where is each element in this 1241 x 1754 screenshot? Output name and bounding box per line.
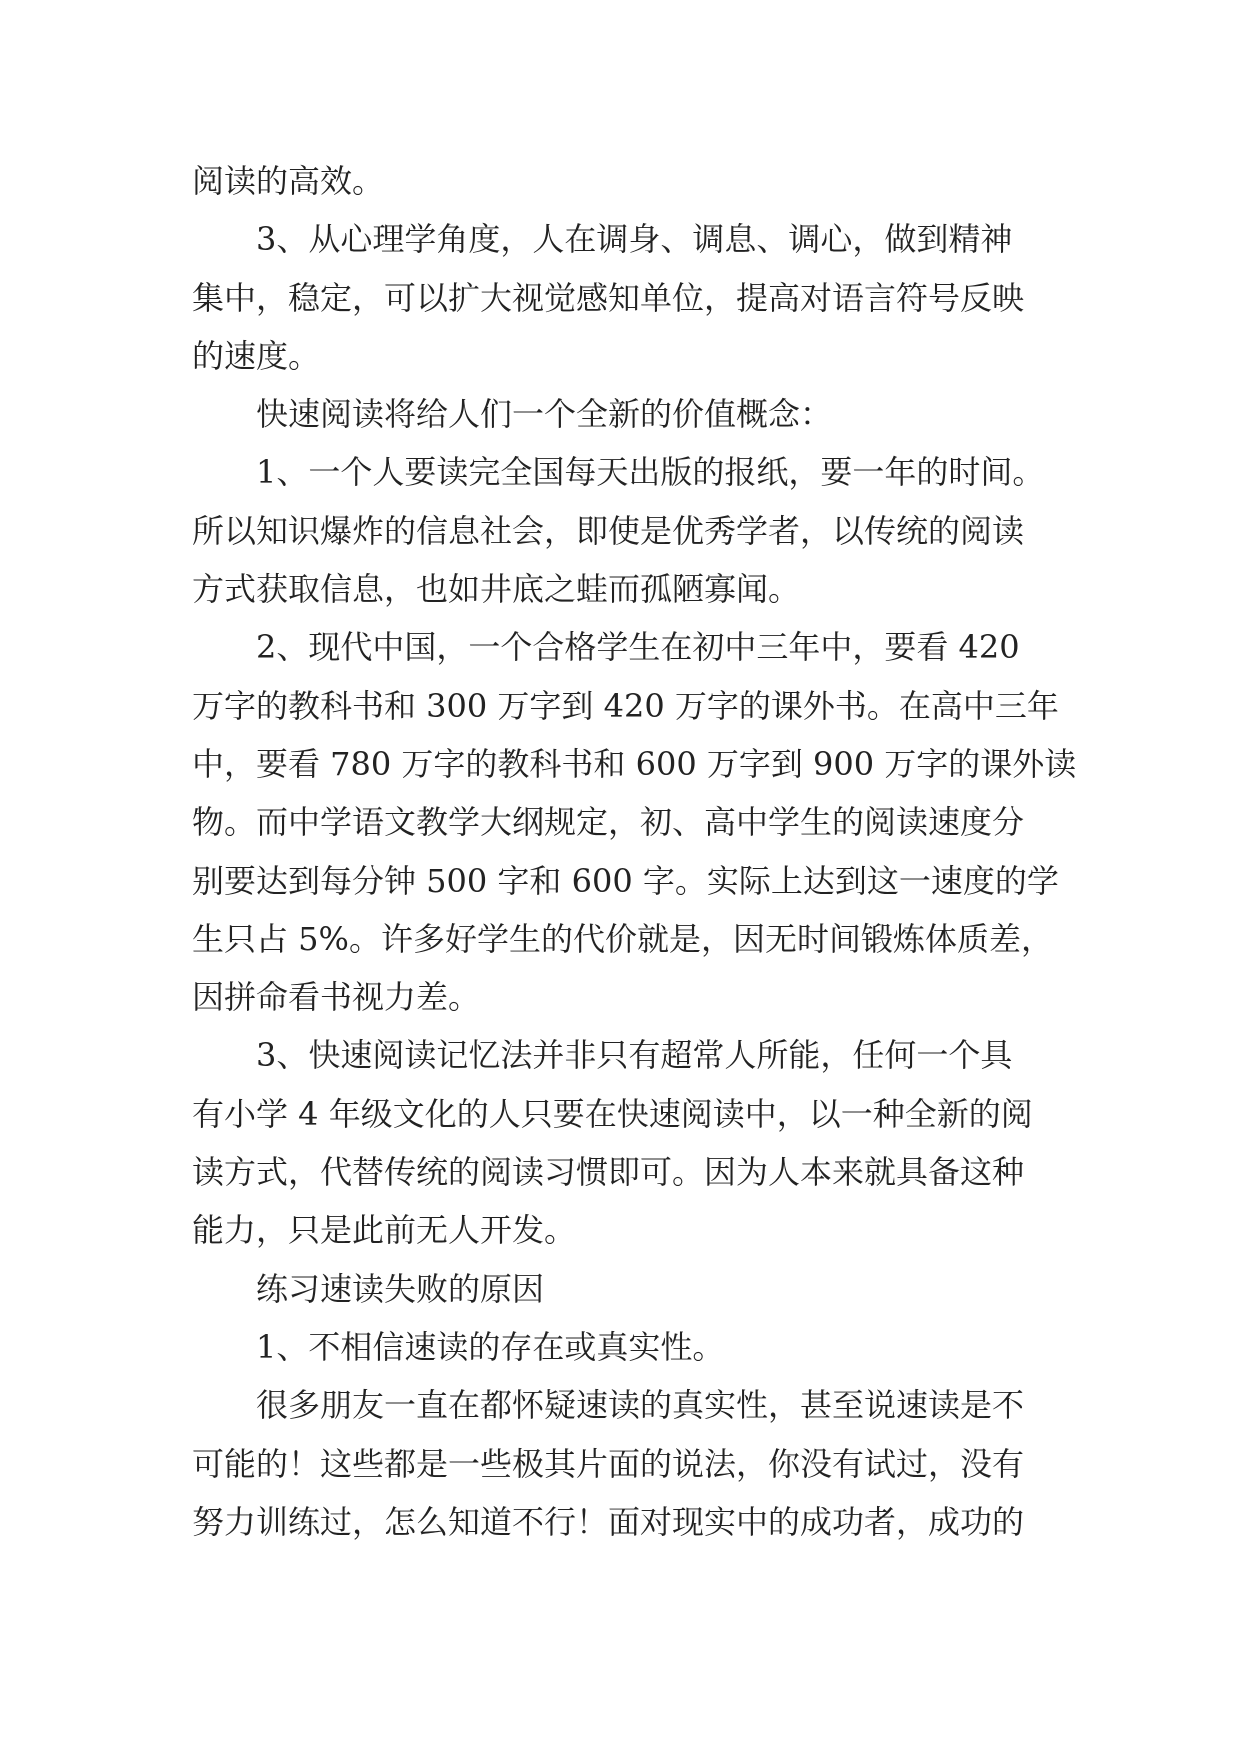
text-line: 中，要看 780 万字的教科书和 600 万字到 900 万字的课外读 [192,744,1077,783]
text-line: 所以知识爆炸的信息社会，即使是优秀学者，以传统的阅读 [192,511,1025,550]
text-line: 1、不相信速读的存在或真实性。 [256,1327,725,1366]
text-line: 物。而中学语文教学大纲规定，初、高中学生的阅读速度分 [192,803,1025,842]
text-line: 1、一个人要读完全国每天出版的报纸，要一年的时间。 [256,453,1045,492]
text-line: 阅读的高效。 [192,162,385,200]
text-line: 能力，只是此前无人开发。 [192,1211,577,1250]
text-line: 生只占 5%。许多好学生的代价就是，因无时间锻炼体质差， [192,919,1053,958]
document-body [192,152,1077,1551]
text-line: 别要达到每分钟 500 字和 600 字。实际上达到这一速度的学 [192,861,1059,900]
text-line: 万字的教科书和 300 万字到 420 万字的课外书。在高中三年 [192,686,1059,725]
text-line: 练习速读失败的原因 [256,1269,545,1308]
text-line: 努力训练过，怎么知道不行！面对现实中的成功者，成功的 [192,1502,1025,1541]
text-line: 3、快速阅读记忆法并非只有超常人所能，任何一个具 [256,1036,1013,1075]
text-line: 3、从心理学角度，人在调身、调息、调心，做到精神 [256,220,1013,259]
text-line: 方式获取信息，也如井底之蛙而孤陋寡闻。 [192,570,801,609]
text-line: 快速阅读将给人们一个全新的价值概念： [256,395,833,434]
text-line: 有小学 4 年级文化的人只要在快速阅读中，以一种全新的阅 [192,1094,1033,1133]
text-line: 2、现代中国，一个合格学生在初中三年中，要看 420 [256,628,1020,667]
text-line: 集中，稳定，可以扩大视觉感知单位，提高对语言符号反映 [192,278,1025,317]
text-line: 很多朋友一直在都怀疑速读的真实性，甚至说速读是不 [256,1386,1025,1425]
text-line: 可能的！这些都是一些极其片面的说法，你没有试过，没有 [192,1444,1025,1483]
text-line: 因拼命看书视力差。 [192,978,481,1017]
text-line: 读方式，代替传统的阅读习惯即可。因为人本来就具备这种 [192,1153,1025,1192]
text-line: 的速度。 [192,336,321,375]
